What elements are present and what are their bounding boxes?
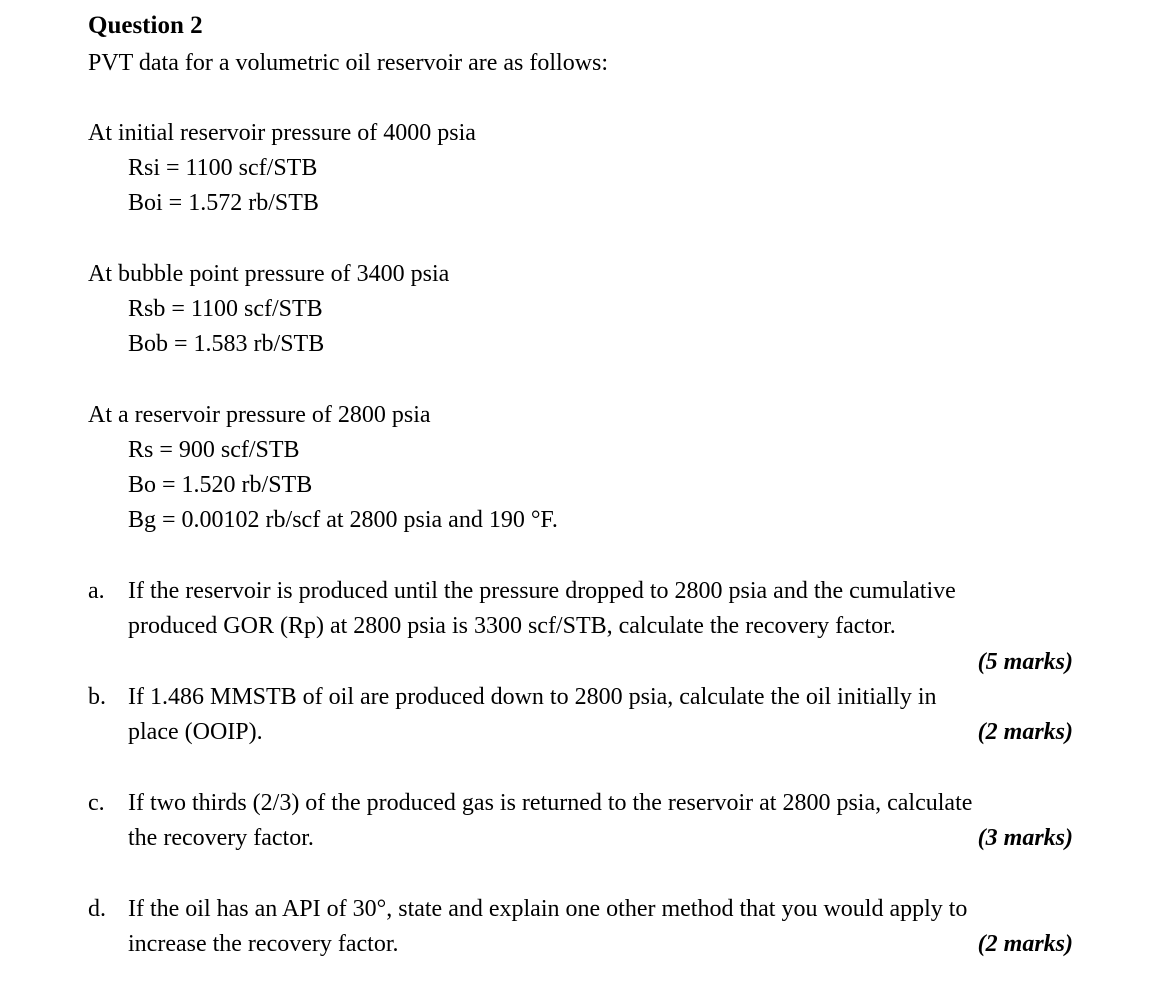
block-values <box>88 151 1078 221</box>
question-marks: (2 marks) <box>977 719 1073 745</box>
question-intro: PVT data for a volumetric oil reservoir are as follows: <box>88 50 609 76</box>
pvt-block-bubble-point <box>88 257 1078 362</box>
value-rsi: Rsi = 1100 scf/STB <box>128 155 318 181</box>
value-rsb: Rsb = 1100 scf/STB <box>128 296 323 322</box>
question-text <box>128 680 1073 750</box>
question-text <box>128 574 1073 644</box>
question-letter: c. <box>88 790 105 816</box>
value-rs: Rs = 900 scf/STB <box>128 437 300 463</box>
question-line: If two thirds (2/3) of the produced gas is returned to the reservoir at 2800 psia, calculate <box>128 790 973 816</box>
value-boi: Boi = 1.572 rb/STB <box>128 190 319 216</box>
question-letter: a. <box>88 578 105 604</box>
pvt-block-2800 <box>88 398 1078 538</box>
question-letter: b. <box>88 684 106 710</box>
question-c <box>88 786 1073 856</box>
question-line: the recovery factor. <box>128 825 314 851</box>
block-values <box>88 433 1078 538</box>
pvt-block-initial <box>88 116 1078 221</box>
question-line: place (OOIP). <box>128 719 263 745</box>
value-bg: Bg = 0.00102 rb/scf at 2800 psia and 190 °F. <box>128 507 558 533</box>
block-values <box>88 292 1078 362</box>
block-heading: At a reservoir pressure of 2800 psia <box>88 402 431 428</box>
question-b <box>88 680 1073 750</box>
question-line: If the oil has an API of 30°, state and explain one other method that you would apply to <box>128 896 968 922</box>
question-d <box>88 892 1073 962</box>
question-letter: d. <box>88 896 106 922</box>
question-text <box>128 892 1073 962</box>
question-title: Question 2 <box>88 12 203 39</box>
question-marks: (5 marks) <box>977 649 1073 675</box>
question-line: produced GOR (Rp) at 2800 psia is 3300 scf/STB, calculate the recovery factor. <box>128 613 896 639</box>
question-a <box>88 574 1073 679</box>
question-line: increase the recovery factor. <box>128 931 399 957</box>
value-bo: Bo = 1.520 rb/STB <box>128 472 313 498</box>
question-marks: (3 marks) <box>977 825 1073 851</box>
block-heading: At bubble point pressure of 3400 psia <box>88 261 450 287</box>
value-bob: Bob = 1.583 rb/STB <box>128 331 325 357</box>
question-line: If 1.486 MMSTB of oil are produced down to 2800 psia, calculate the oil initially in <box>128 684 937 710</box>
block-heading: At initial reservoir pressure of 4000 psia <box>88 120 476 146</box>
question-marks: (2 marks) <box>977 931 1073 957</box>
question-line: If the reservoir is produced until the pressure dropped to 2800 psia and the cumulative <box>128 578 956 604</box>
question-text <box>128 786 1073 856</box>
